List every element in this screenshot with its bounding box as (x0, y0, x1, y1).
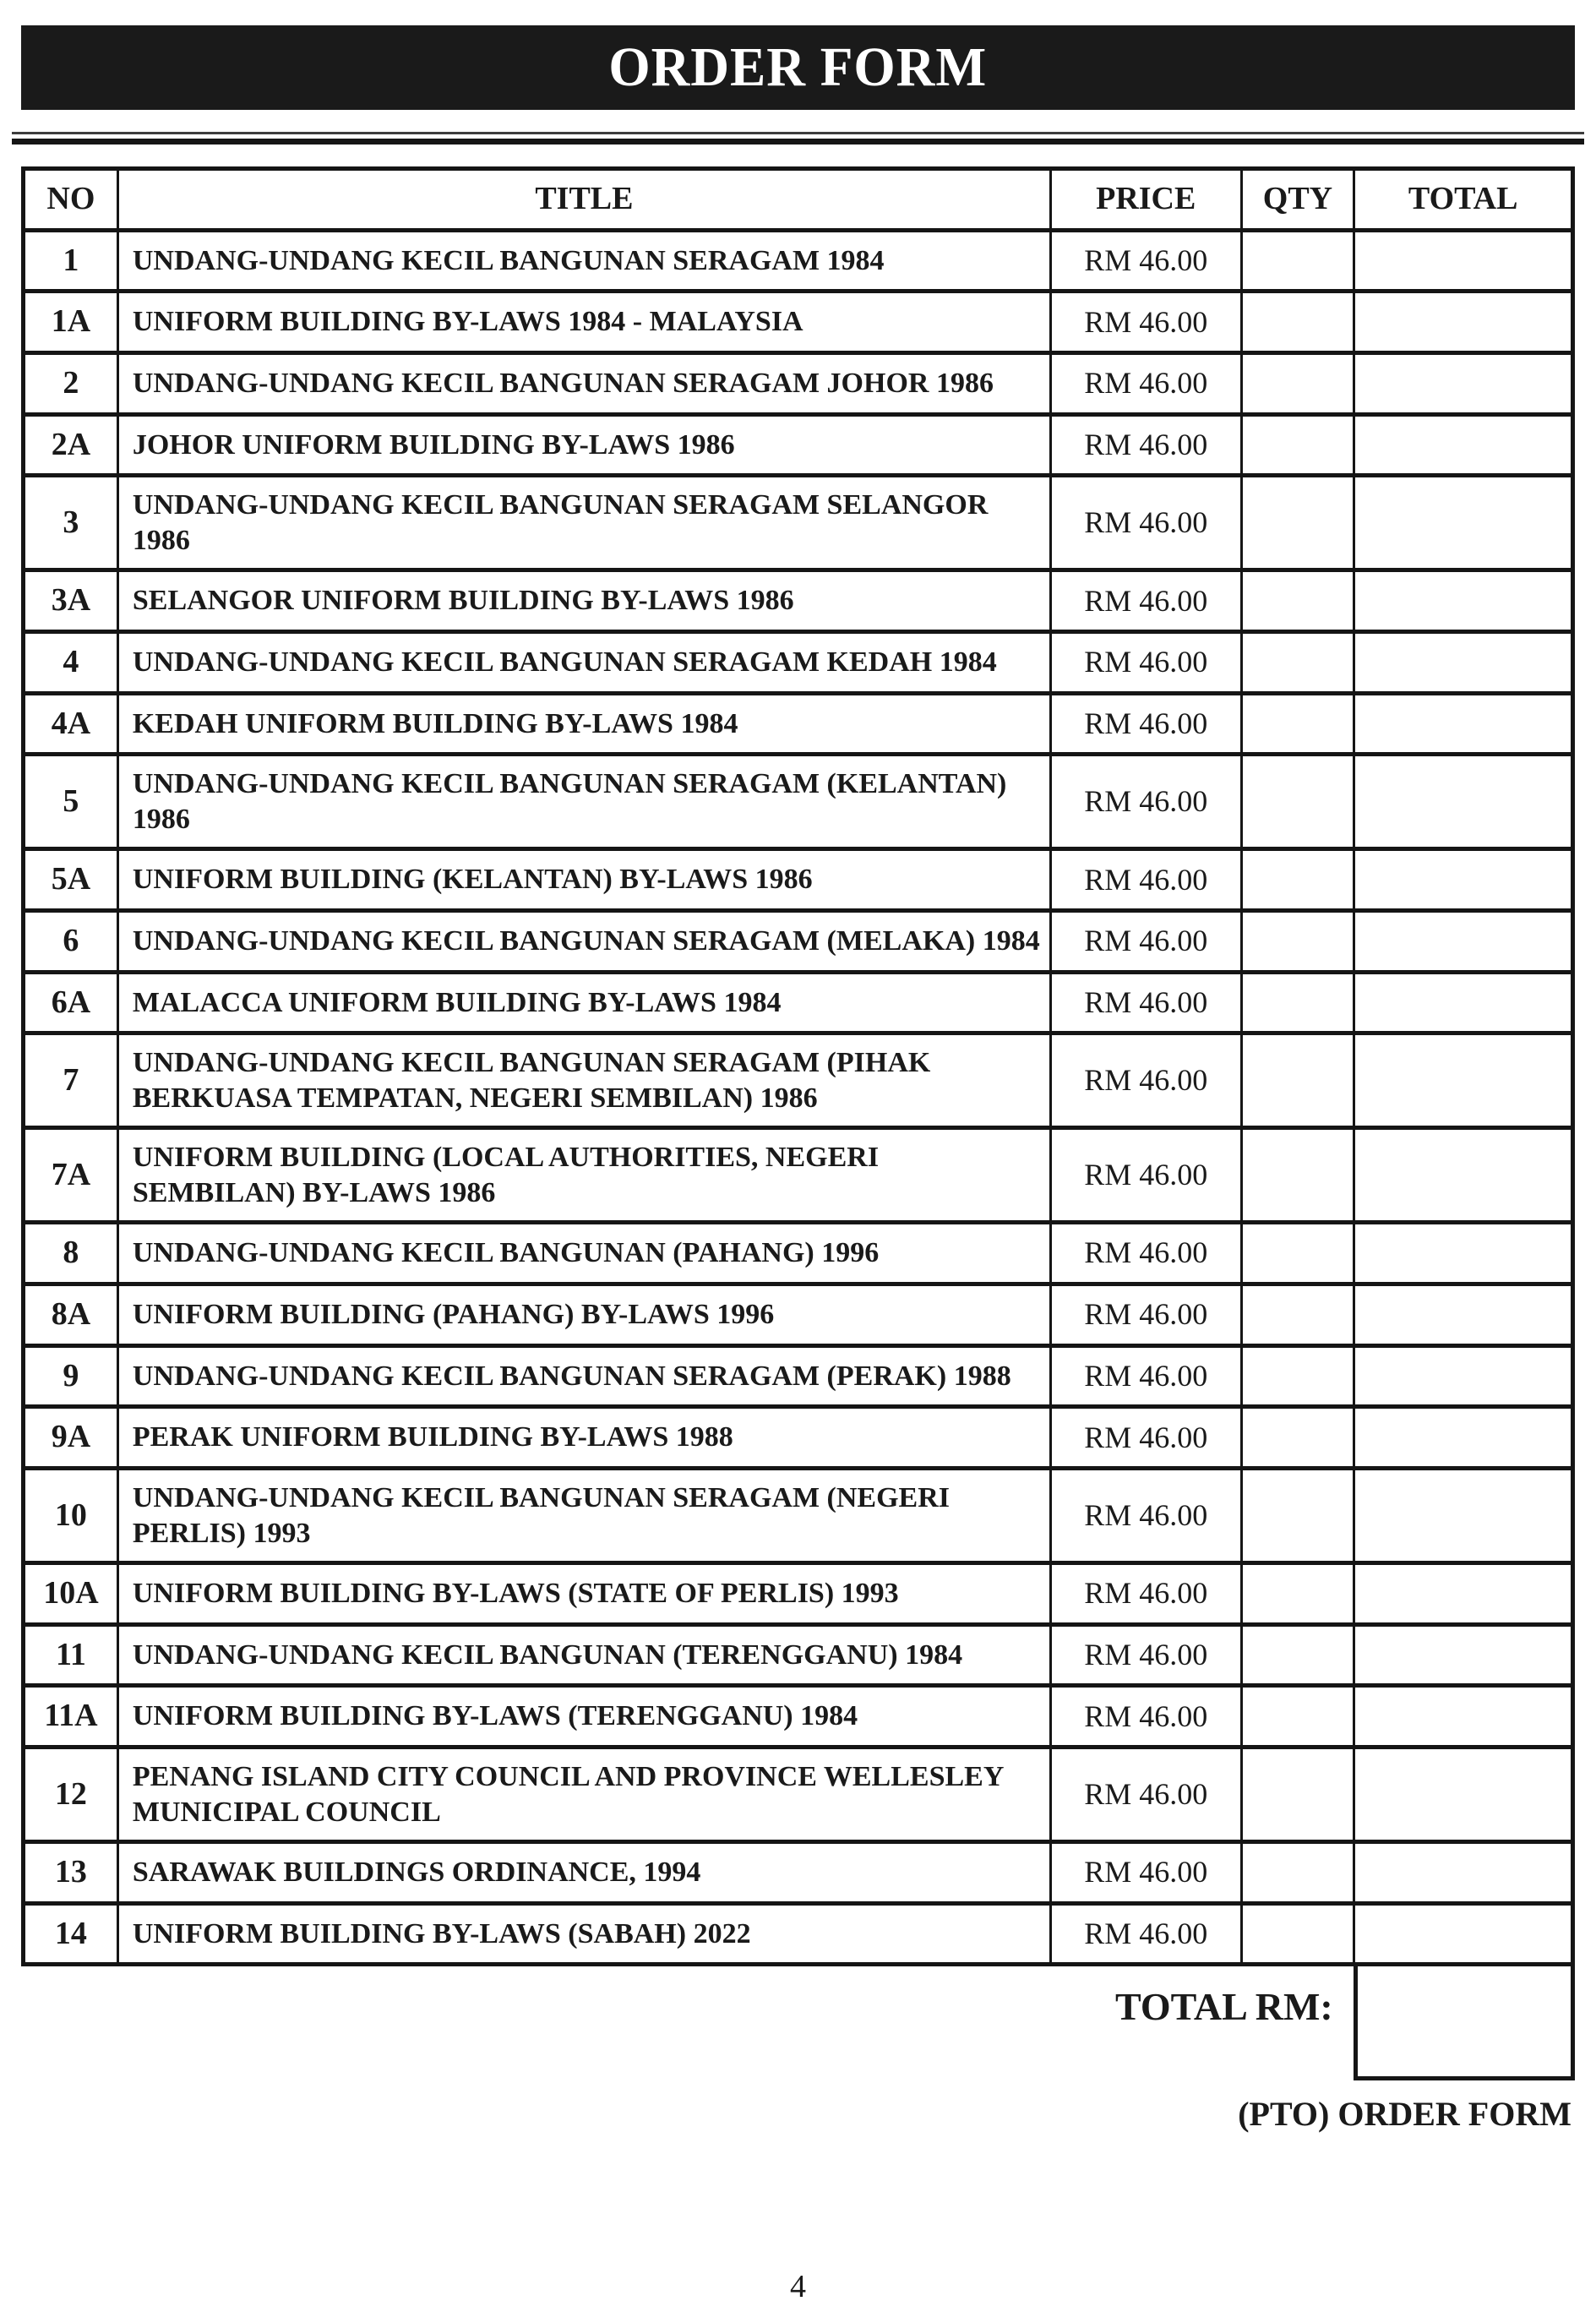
table-row (24, 1128, 1573, 1223)
row-number-cell: 10A (24, 1563, 118, 1625)
table-row (24, 476, 1573, 570)
table-row (24, 1033, 1573, 1128)
price-cell: RM 46.00 (1050, 1563, 1241, 1625)
title-cell: KEDAH UNIFORM BUILDING BY-LAWS 1984 (117, 693, 1050, 755)
qty-cell[interactable] (1241, 414, 1354, 476)
total-cell[interactable] (1354, 1686, 1573, 1748)
row-number-cell: 14 (24, 1903, 118, 1965)
total-cell[interactable] (1354, 972, 1573, 1033)
qty-cell[interactable] (1241, 1563, 1354, 1625)
total-cell[interactable] (1354, 849, 1573, 911)
total-cell[interactable] (1354, 755, 1573, 849)
table-row (24, 849, 1573, 911)
divider-thin-line (12, 132, 1584, 134)
qty-cell[interactable] (1241, 632, 1354, 694)
col-header-title: TITLE (117, 169, 1050, 231)
price-cell: RM 46.00 (1050, 1469, 1241, 1563)
col-header-price: PRICE (1050, 169, 1241, 231)
price-cell: RM 46.00 (1050, 1842, 1241, 1904)
title-cell: UNDANG-UNDANG KECIL BANGUNAN SERAGAM (PIHAK BERKUASA TEMPATAN, NEGERI SEMBILAN) 1986 (117, 1033, 1050, 1128)
total-cell[interactable] (1354, 1223, 1573, 1284)
qty-cell[interactable] (1241, 849, 1354, 911)
price-cell: RM 46.00 (1050, 1624, 1241, 1686)
table-row (24, 1345, 1573, 1407)
table-row (24, 353, 1573, 415)
qty-cell[interactable] (1241, 911, 1354, 973)
qty-cell[interactable] (1241, 1469, 1354, 1563)
table-row (24, 1624, 1573, 1686)
qty-cell[interactable] (1241, 476, 1354, 570)
total-row (21, 1962, 1575, 2080)
total-cell[interactable] (1354, 1563, 1573, 1625)
title-cell: UNDANG-UNDANG KECIL BANGUNAN SERAGAM (MELAKA) 1984 (117, 911, 1050, 973)
title-cell: UNDANG-UNDANG KECIL BANGUNAN SERAGAM 1984 (117, 230, 1050, 292)
title-cell: UNDANG-UNDANG KECIL BANGUNAN SERAGAM (KELANTAN) 1986 (117, 755, 1050, 849)
table-row (24, 230, 1573, 292)
qty-cell[interactable] (1241, 230, 1354, 292)
row-number-cell: 2 (24, 353, 118, 415)
table-row (24, 1284, 1573, 1346)
qty-cell[interactable] (1241, 292, 1354, 353)
price-cell: RM 46.00 (1050, 1223, 1241, 1284)
price-cell: RM 46.00 (1050, 632, 1241, 694)
page-title: ORDER FORM (608, 36, 988, 98)
total-cell[interactable] (1354, 911, 1573, 973)
total-cell[interactable] (1354, 632, 1573, 694)
table-row (24, 1407, 1573, 1469)
table-row (24, 911, 1573, 973)
col-header-qty: QTY (1241, 169, 1354, 231)
total-cell[interactable] (1354, 230, 1573, 292)
total-cell[interactable] (1354, 292, 1573, 353)
qty-cell[interactable] (1241, 1033, 1354, 1128)
row-number-cell: 1 (24, 230, 118, 292)
total-cell[interactable] (1354, 1624, 1573, 1686)
table-row (24, 414, 1573, 476)
total-cell[interactable] (1354, 476, 1573, 570)
row-number-cell: 7A (24, 1128, 118, 1223)
row-number-cell: 9A (24, 1407, 118, 1469)
row-number-cell: 7 (24, 1033, 118, 1128)
row-number-cell: 11A (24, 1686, 118, 1748)
title-cell: UNIFORM BUILDING BY-LAWS (STATE OF PERLIS) 1993 (117, 1563, 1050, 1625)
qty-cell[interactable] (1241, 1407, 1354, 1469)
total-cell[interactable] (1354, 1842, 1573, 1904)
row-number-cell: 1A (24, 292, 118, 353)
pto-note: (PTO) ORDER FORM (1238, 2095, 1571, 2134)
total-cell[interactable] (1354, 353, 1573, 415)
order-table (21, 166, 1575, 1966)
row-number-cell: 3A (24, 570, 118, 632)
qty-cell[interactable] (1241, 1748, 1354, 1842)
row-number-cell: 4 (24, 632, 118, 694)
table-row (24, 632, 1573, 694)
qty-cell[interactable] (1241, 1686, 1354, 1748)
price-cell: RM 46.00 (1050, 1284, 1241, 1346)
qty-cell[interactable] (1241, 570, 1354, 632)
price-cell: RM 46.00 (1050, 1407, 1241, 1469)
table-row (24, 1469, 1573, 1563)
table-row (24, 1563, 1573, 1625)
price-cell: RM 46.00 (1050, 972, 1241, 1033)
price-cell: RM 46.00 (1050, 476, 1241, 570)
row-number-cell: 13 (24, 1842, 118, 1904)
qty-cell[interactable] (1241, 1128, 1354, 1223)
qty-cell[interactable] (1241, 1842, 1354, 1904)
title-cell: UNIFORM BUILDING BY-LAWS (SABAH) 2022 (117, 1903, 1050, 1965)
row-number-cell: 11 (24, 1624, 118, 1686)
price-cell: RM 46.00 (1050, 849, 1241, 911)
qty-cell[interactable] (1241, 353, 1354, 415)
title-cell: UNDANG-UNDANG KECIL BANGUNAN SERAGAM (NEGERI PERLIS) 1993 (117, 1469, 1050, 1563)
total-cell[interactable] (1354, 414, 1573, 476)
qty-cell[interactable] (1241, 972, 1354, 1033)
row-number-cell: 10 (24, 1469, 118, 1563)
title-cell: UNDANG-UNDANG KECIL BANGUNAN SERAGAM KEDAH 1984 (117, 632, 1050, 694)
title-cell: JOHOR UNIFORM BUILDING BY-LAWS 1986 (117, 414, 1050, 476)
title-cell: PERAK UNIFORM BUILDING BY-LAWS 1988 (117, 1407, 1050, 1469)
price-cell: RM 46.00 (1050, 230, 1241, 292)
title-cell: UNDANG-UNDANG KECIL BANGUNAN SERAGAM JOHOR 1986 (117, 353, 1050, 415)
total-cell[interactable] (1354, 1345, 1573, 1407)
title-cell: SELANGOR UNIFORM BUILDING BY-LAWS 1986 (117, 570, 1050, 632)
table-row (24, 1748, 1573, 1842)
row-number-cell: 6A (24, 972, 118, 1033)
total-cell[interactable] (1354, 1469, 1573, 1563)
price-cell: RM 46.00 (1050, 414, 1241, 476)
title-cell: UNDANG-UNDANG KECIL BANGUNAN SERAGAM SELANGOR 1986 (117, 476, 1050, 570)
row-number-cell: 9 (24, 1345, 118, 1407)
qty-cell[interactable] (1241, 1223, 1354, 1284)
header-row (24, 169, 1573, 231)
title-cell: UNIFORM BUILDING BY-LAWS (TERENGGANU) 1984 (117, 1686, 1050, 1748)
title-cell: UNDANG-UNDANG KECIL BANGUNAN (TERENGGANU) 1984 (117, 1624, 1050, 1686)
price-cell: RM 46.00 (1050, 570, 1241, 632)
total-cell[interactable] (1354, 1033, 1573, 1128)
total-cell[interactable] (1354, 570, 1573, 632)
title-cell: UNIFORM BUILDING (KELANTAN) BY-LAWS 1986 (117, 849, 1050, 911)
table-row (24, 292, 1573, 353)
row-number-cell: 12 (24, 1748, 118, 1842)
title-banner (21, 25, 1575, 110)
table-row (24, 755, 1573, 849)
total-cell[interactable] (1354, 1284, 1573, 1346)
row-number-cell: 5A (24, 849, 118, 911)
divider-thick-line (12, 139, 1584, 144)
qty-cell[interactable] (1241, 1624, 1354, 1686)
total-cell[interactable] (1354, 1407, 1573, 1469)
price-cell: RM 46.00 (1050, 755, 1241, 849)
row-number-cell: 8A (24, 1284, 118, 1346)
title-cell: UNIFORM BUILDING (PAHANG) BY-LAWS 1996 (117, 1284, 1050, 1346)
total-cell[interactable] (1354, 1128, 1573, 1223)
table-row (24, 693, 1573, 755)
total-amount-box[interactable] (1354, 1962, 1575, 2080)
price-cell: RM 46.00 (1050, 1128, 1241, 1223)
title-cell: SARAWAK BUILDINGS ORDINANCE, 1994 (117, 1842, 1050, 1904)
price-cell: RM 46.00 (1050, 292, 1241, 353)
table-row (24, 570, 1573, 632)
price-cell: RM 46.00 (1050, 353, 1241, 415)
price-cell: RM 46.00 (1050, 1686, 1241, 1748)
row-number-cell: 8 (24, 1223, 118, 1284)
price-cell: RM 46.00 (1050, 693, 1241, 755)
price-cell: RM 46.00 (1050, 911, 1241, 973)
table-row (24, 1223, 1573, 1284)
divider-rule (12, 132, 1584, 144)
row-number-cell: 3 (24, 476, 118, 570)
total-cell[interactable] (1354, 1903, 1573, 1965)
row-number-cell: 2A (24, 414, 118, 476)
table-row (24, 1686, 1573, 1748)
title-cell: UNIFORM BUILDING BY-LAWS 1984 - MALAYSIA (117, 292, 1050, 353)
page-number: 4 (790, 2269, 806, 2304)
qty-cell[interactable] (1241, 1345, 1354, 1407)
qty-cell[interactable] (1241, 693, 1354, 755)
row-number-cell: 6 (24, 911, 118, 973)
col-header-no: NO (24, 169, 118, 231)
row-number-cell: 4A (24, 693, 118, 755)
price-cell: RM 46.00 (1050, 1903, 1241, 1965)
price-cell: RM 46.00 (1050, 1033, 1241, 1128)
table-row (24, 1842, 1573, 1904)
title-cell: UNDANG-UNDANG KECIL BANGUNAN SERAGAM (PERAK) 1988 (117, 1345, 1050, 1407)
title-cell: PENANG ISLAND CITY COUNCIL AND PROVINCE WELLESLEY MUNICIPAL COUNCIL (117, 1748, 1050, 1842)
total-label: TOTAL RM: (1114, 1985, 1333, 2029)
price-cell: RM 46.00 (1050, 1345, 1241, 1407)
qty-cell[interactable] (1241, 755, 1354, 849)
title-cell: MALACCA UNIFORM BUILDING BY-LAWS 1984 (117, 972, 1050, 1033)
title-cell: UNIFORM BUILDING (LOCAL AUTHORITIES, NEGERI SEMBILAN) BY-LAWS 1986 (117, 1128, 1050, 1223)
total-cell[interactable] (1354, 693, 1573, 755)
price-cell: RM 46.00 (1050, 1748, 1241, 1842)
table-row (24, 972, 1573, 1033)
title-cell: UNDANG-UNDANG KECIL BANGUNAN (PAHANG) 1996 (117, 1223, 1050, 1284)
table-row (24, 1903, 1573, 1965)
row-number-cell: 5 (24, 755, 118, 849)
qty-cell[interactable] (1241, 1903, 1354, 1965)
col-header-total: TOTAL (1354, 169, 1573, 231)
qty-cell[interactable] (1241, 1284, 1354, 1346)
total-cell[interactable] (1354, 1748, 1573, 1842)
